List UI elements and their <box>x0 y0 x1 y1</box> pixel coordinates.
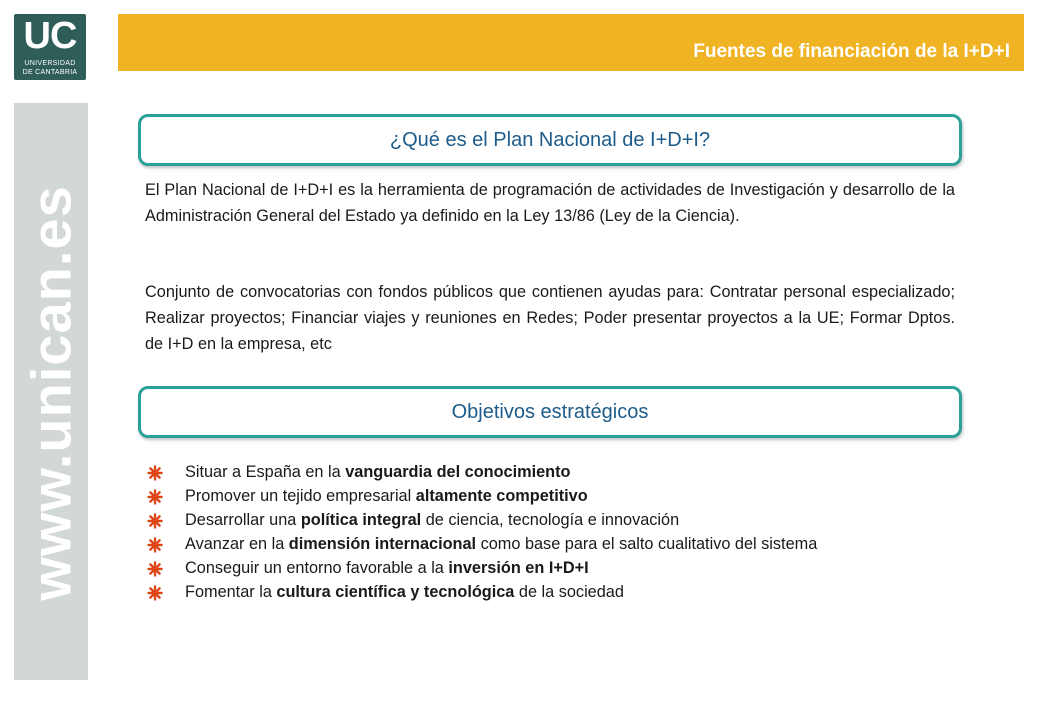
objective-text-rest: de la sociedad <box>514 583 624 601</box>
objective-text: Situar a España en la <box>185 463 346 481</box>
objective-highlight: altamente competitivo <box>415 487 588 505</box>
objective-item <box>147 533 977 556</box>
objective-item <box>147 581 977 604</box>
objective-text: Conseguir un entorno favorable a la <box>185 559 449 577</box>
plan-calls-description: Conjunto de convocatorias con fondos públicos que contienen ayudas para: Contratar personal especializado; Realizar proyectos; Financiar viajes y reuniones en Redes; Poder presentar proyectos a la UE; Formar Dptos. de I+D en la empresa, etc <box>145 283 955 353</box>
objectives-list <box>147 461 977 605</box>
starburst-bullet-icon <box>147 585 163 601</box>
objective-highlight: cultura científica y tecnológica <box>276 583 515 601</box>
starburst-bullet-icon <box>147 465 163 481</box>
sidebar <box>14 103 88 680</box>
section-heading-objectives: Objetivos estratégicos <box>138 386 962 438</box>
objective-highlight: vanguardia del conocimiento <box>345 463 571 481</box>
starburst-bullet-icon <box>147 561 163 577</box>
starburst-bullet-icon <box>147 513 163 529</box>
objective-text: Desarrollar una <box>185 511 301 529</box>
website-url[interactable]: www.unican.es <box>19 185 83 601</box>
objective-text: Promover un tejido empresarial <box>185 487 416 505</box>
starburst-bullet-icon <box>147 489 163 505</box>
section-heading-plan: ¿Qué es el Plan Nacional de I+D+I? <box>138 114 962 166</box>
objective-text-rest: de ciencia, tecnología e innovación <box>421 511 680 529</box>
starburst-bullet-icon <box>147 537 163 553</box>
objective-text: Fomentar la <box>185 583 277 601</box>
objective-highlight: inversión en I+D+I <box>448 559 589 577</box>
plan-description: El Plan Nacional de I+D+I es la herramienta de programación de actividades de Investigación y desarrollo de la Administración General del Estado ya definido en la Ley 13/86 (Ley de la Ciencia). <box>145 181 955 225</box>
header-bar <box>118 14 1024 71</box>
logo-text-line2: DE CANTABRIA <box>22 69 78 76</box>
objective-item <box>147 485 977 508</box>
logo-text-line1: UNIVERSIDAD <box>24 60 76 67</box>
objective-text: Avanzar en la <box>185 535 289 553</box>
objective-highlight: política integral <box>300 511 422 529</box>
university-logo[interactable] <box>14 14 86 80</box>
objective-item <box>147 461 977 484</box>
page-title: Fuentes de financiación de la I+D+I <box>693 41 1010 62</box>
objective-item <box>147 557 977 580</box>
objective-item <box>147 509 977 532</box>
objective-text-rest: como base para el salto cualitativo del sistema <box>476 535 818 553</box>
objective-highlight: dimensión internacional <box>288 535 477 553</box>
logo-mark: UC <box>23 15 77 57</box>
